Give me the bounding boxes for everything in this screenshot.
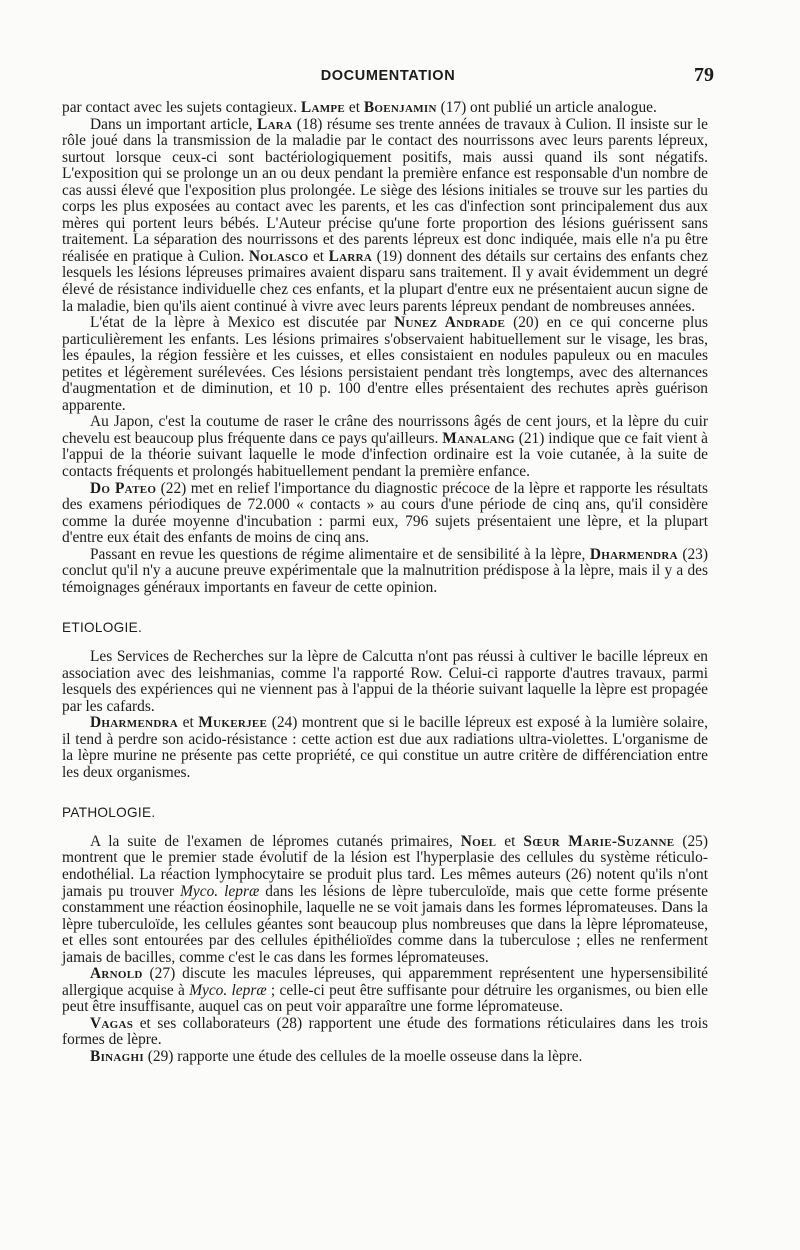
text-run: (20) en ce qui concerne plus particulièrement les enfants. Les lésions primaires s'observaient habituellement sur le visage, les bras, les épaules, la région fessière et les cuisses, et elles consistaient en nodules papuleux ou en macules petites et légèrement surélevées. Ces lésions persistaient pendant très longtemps, avec des alternances d'augmentation et de diminution, et 10 p. 100 d'entre elles présentaient des rechutes après guérison apparente. [62,314,708,414]
text-run: Passant en revue les questions de régime alimentaire et de sensibilité à la lèpre, [90,545,590,563]
text-run: et [496,832,524,850]
running-title: DOCUMENTATION [320,68,456,84]
text-run: Les Services de Recherches sur la lèpre de Calcutta n'ont pas réussi à cultiver le bacille lépreux en association avec des leishmanias, comme l'a rapporté Row. Celui-ci rapporte d'autres travaux, parmi lesquels des expériences qui ne viennent pas à l'appui de la théorie suivant laquelle la lèpre est propagée par les cafards. [62,647,708,715]
text-run: ; celle-ci peut être suffisante pour détruire les organismes, ou bien elle peut être insuffisante, auquel cas on peut voir apparaître une forme lépromateuse. [62,981,708,1016]
author-name: Manalang [442,429,515,447]
author-name: Mukerjee [198,714,268,732]
paragraph [62,966,708,1016]
author-name: Nolasco [248,247,309,265]
text-run: L'état de la lèpre à Mexico est discutée par [90,314,395,332]
body-text [62,100,708,1066]
italic-term: Myco. lepræ [189,981,267,999]
text-run: et [308,247,329,265]
paragraph [62,649,708,715]
author-name: Sœur Marie-Suzanne [523,832,675,850]
text-run: A la suite de l'examen de lépromes cutanés primaires, [90,832,461,850]
author-name: Noel [460,832,497,850]
section-heading [62,805,708,822]
running-head [62,64,714,88]
author-name: Larra [328,247,373,265]
paragraph [62,117,708,316]
text-run: (25) montrent que le premier stade évolutif de la lésion est l'hyperplasie des cellules du système réticulo-endothélial. La réaction lymphocytaire se produit plus tard. Les mêmes auteurs (26) notent qu'ils n'ont jamais pu trouver [62,832,708,900]
author-name: Do Pateo [90,479,157,497]
author-name: Vagas [90,1014,134,1032]
page-number: 79 [694,64,714,86]
paragraph [62,715,708,781]
text-run: par contact avec les sujets contagieux. [62,99,301,116]
text-run: ETIOLOGIE. [62,620,143,636]
author-name: Arnold [90,965,143,983]
author-name: Lampe [300,99,346,116]
text-run: (21) indique que ce fait vient à l'appui de la théorie suivant laquelle le mode d'infection ordinaire est la voie cutanée, à la suite de contacts fréquents et prolongés habituellement pendant la première enfance. [62,429,708,481]
text-run: dans les lésions de lèpre tuberculoïde, mais que cette forme présente constamment une réaction éosinophile, laquelle ne se voit jamais dans les formes lépromateuses. Dans la lèpre tuberculoïde, les cellules géantes sont beaucoup plus nombreuses que dans la lèpre lépromateuse, et elles sont entourées par des cellules épithélioïdes comme dans la tuberculose ; elles ne renferment jamais de bacilles, comme c'est le cas dans les formes lépromateuses. [62,882,708,966]
text-run: et [178,714,199,732]
italic-term: Myco. lepræ [180,882,260,900]
paragraph [62,1049,708,1066]
paragraph [62,414,708,480]
text-run: (27) discute les macules lépreuses, qui apparemment représentent une hypersensibilité allergique acquise à [62,965,708,999]
text-run: et ses collaborateurs (28) rapportent une étude des formations réticulaires dans les trois formes de lèpre. [62,1014,708,1049]
author-name: Nunez Andrade [394,314,506,332]
text-run: (17) ont publié un article analogue. [436,99,657,116]
text-run: (24) montrent que si le bacille lépreux est exposé à la lumière solaire, il tend à perdre son acido-résistance : cette action est due aux radiations ultra-violettes. L'organisme de la lèpre murine ne présente pas cette propriété, ce qui constitue un autre critère de différenciation entre les deux organismes. [62,714,708,781]
paragraph [62,834,708,966]
paragraph [62,1016,708,1049]
text-run: Au Japon, c'est la coutume de raser le crâne des nourrissons âgés de cent jours, et la lèpre du cuir chevelu est beaucoup plus fréquente dans ce pays qu'ailleurs. [62,413,708,447]
author-name: Dharmendra [90,714,179,732]
text-run: (18) résume ses trente années de travaux à Culion. Il insiste sur le rôle joué dans la transmission de la maladie par le contact des nourrissons avec leurs parents lépreux, surtout lorsque ceux-ci sont bactériologiquement positifs, mais aussi quand ils sont négatifs. L'exposition qui se prolonge un an ou deux pendant la première enfance est responsable d'un nombre de cas aussi élevé que l'exposition plus prolongée. Le siège des lésions initiales se trouve sur les parties du corps les plus exposées au contact avec les parents, et les cas d'infection sont principalement dus aux mères qui portent leurs bébés. L'Auteur précise qu'une forte proportion des lésions guérissent sans traitement. La séparation des nourrissons et des parents lépreux est donc indiquée, mais elle n'a pu être réalisée en pratique à Culion. [62,115,708,265]
paragraph [62,481,708,547]
text-run: PATHOLOGIE. [62,805,156,821]
author-name: Binaghi [90,1047,144,1065]
author-name: Boenjamin [363,99,437,116]
paragraph [62,547,708,597]
text-run: (22) met en relief l'importance du diagnostic précoce de la lèpre et rapporte les résultats des examens périodiques de 72.000 « contacts » au cours d'une période de cinq ans, qu'il considère comme la durée moyenne d'incubation : parmi eux, 796 sujets présentaient une lèpre, et la plupart d'entre eux était des enfants de moins de cinq ans. [62,479,708,547]
text-run: et [345,99,364,116]
text-run: (29) rapporte une étude des cellules de la moelle osseuse dans la lèpre. [143,1047,583,1065]
text-run: Dans un important article, [90,115,257,133]
author-name: Dharmendra [589,545,678,563]
section-heading [62,620,708,637]
paragraph [62,315,708,414]
text-run: (23) conclut qu'il n'y a aucune preuve expérimentale que la malnutrition prédispose à la lèpre, mais il y a des témoignages généraux importants en faveur de cette opinion. [62,545,708,596]
text-run: (19) donnent des détails sur certains des enfants chez lesquels les lésions lépreuses primaires avaient disparu sans traitement. Il y avait évidemment un degré élevé de résistance individuelle chez ces enfants, et la plupart d'entre eux ne présentaient aucun signe de la maladie, bien qu'ils aient continué à vivre avec leurs parents lépreux pendant de nombreuses années. [62,247,709,315]
author-name: Lara [257,115,293,133]
paragraph [62,100,708,117]
